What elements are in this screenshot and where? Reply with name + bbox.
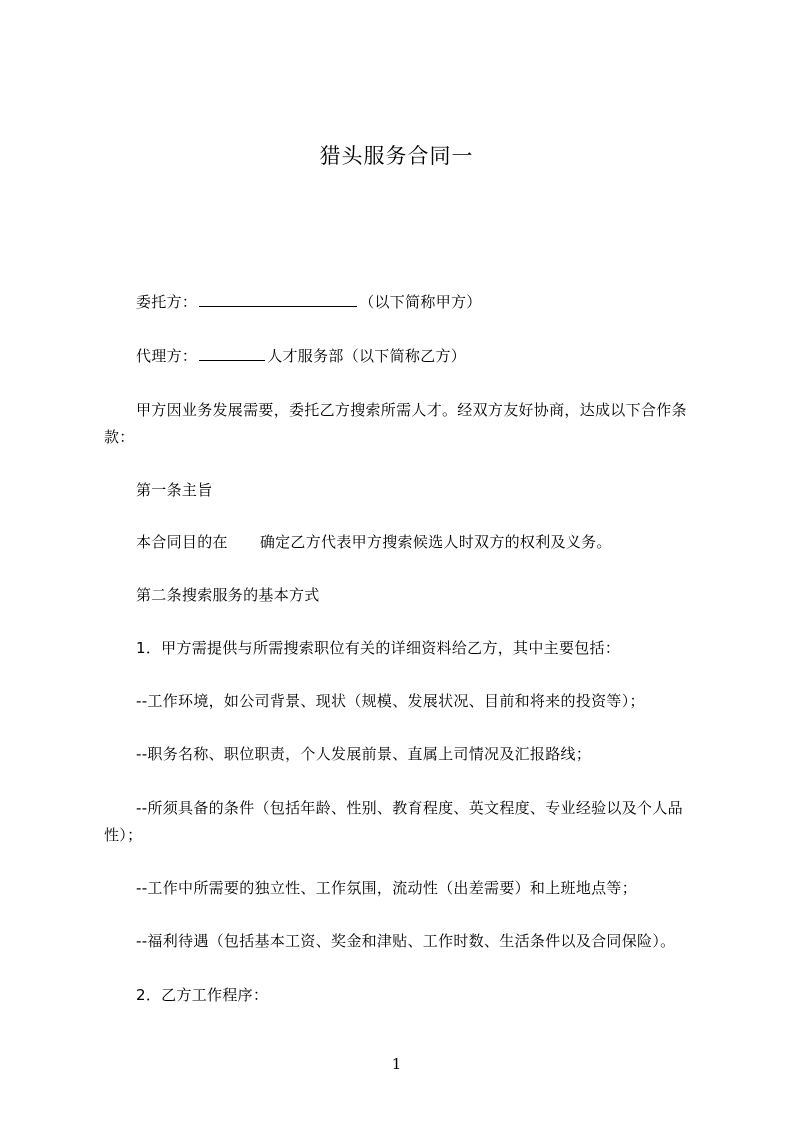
bullet-5: --福利待遇（包括基本工资、奖金和津贴、工作时数、生活条件以及合同保险）。 (136, 932, 676, 950)
article2-title: 第二条搜索服务的基本方式 (136, 586, 320, 604)
agent-line (136, 346, 716, 366)
article1-body-a: 本合同目的在 (136, 533, 228, 551)
intro-text: 甲方因业务发展需要，委托乙方搜索所需人才。经双方友好协商，达成以下合作条款： (104, 401, 687, 446)
agent-label: 代理方： (136, 347, 198, 365)
page-number: 1 (391, 1055, 402, 1073)
client-suffix: （以下简称甲方） (359, 293, 482, 311)
item-1: 1．甲方需提供与所需搜索职位有关的详细资料给乙方，其中主要包括： (136, 639, 621, 657)
article1-title: 第一条主旨 (136, 481, 213, 499)
intro-paragraph (104, 397, 704, 451)
agent-name-blank (199, 346, 265, 361)
bullet-1: --工作环境，如公司背景、现状（规模、发展状况、目前和将来的投资等）； (136, 692, 645, 710)
client-label: 委托方： (136, 293, 198, 311)
bullet-2: --职务名称、职位职责，个人发展前景、直属上司情况及汇报路线； (136, 745, 592, 763)
client-name-blank (199, 292, 357, 307)
item-2: 2．乙方工作程序： (136, 986, 269, 1004)
article1-body-b: 确定乙方代表甲方搜索候选人时双方的权利及义务。 (259, 533, 612, 551)
article1-body (136, 532, 716, 552)
agent-suffix: 人才服务部（以下简称乙方） (267, 347, 467, 365)
bullet-3: --所须具备的条件（包括年龄、性别、教育程度、英文程度、专业经验以及个人品性）； (104, 799, 683, 844)
bullet-4: --工作中所需要的独立性、工作氛围，流动性（出差需要）和上班地点等； (136, 879, 638, 897)
client-line (136, 292, 716, 312)
document-title: 猎头服务合同一 (319, 144, 474, 168)
bullet-3-paragraph (104, 795, 704, 849)
